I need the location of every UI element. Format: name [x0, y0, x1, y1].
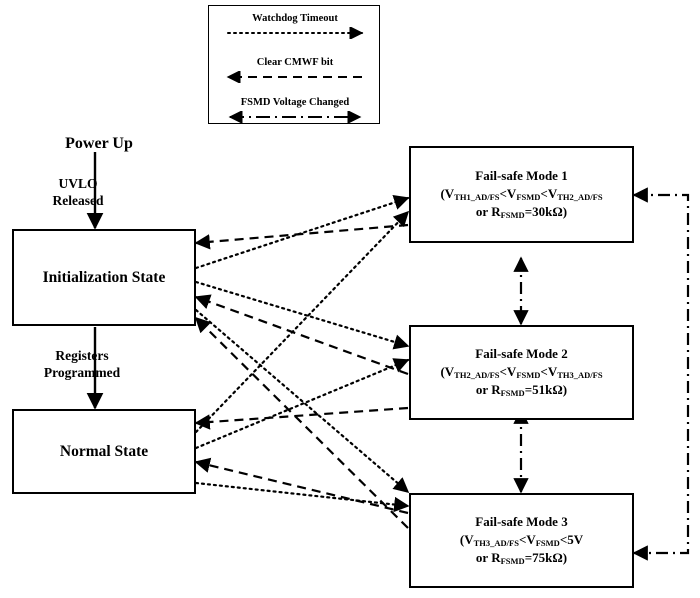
registers-programmed-line2: Programmed	[43, 364, 121, 380]
fs1-c3: FSMD	[516, 191, 541, 202]
arrows-watchdog-timeout	[196, 198, 408, 506]
fs2-r1: FSMD	[500, 388, 525, 399]
fail-safe-mode-3-box[interactable]	[409, 493, 634, 588]
fs1-condition-line	[440, 185, 602, 204]
fs1-r1: FSMD	[500, 210, 525, 221]
fs3-r2: =75kΩ)	[524, 550, 568, 566]
registers-programmed-label	[30, 348, 134, 382]
fail-safe-mode-2-box[interactable]	[409, 325, 634, 420]
fs2-c5: TH3_AD/FS	[557, 369, 603, 380]
fs1-resistor-line	[476, 203, 567, 222]
fs3-resistor-line	[476, 549, 567, 568]
fs2-c4: <V	[540, 363, 558, 379]
power-up-label: Power Up	[65, 135, 133, 152]
uvlo-released-line1: UVLO	[58, 176, 98, 191]
fail-safe-mode-1-box[interactable]	[409, 146, 634, 243]
fs3-c4: <5V	[559, 531, 584, 547]
fs2-title: Fail-safe Mode 2	[475, 346, 568, 362]
fs2-condition-line	[440, 363, 602, 382]
fs3-r0: or R	[475, 550, 501, 566]
initialization-state-box[interactable]	[12, 229, 196, 326]
fs1-c0: (V	[440, 185, 455, 201]
legend-line-dotted	[220, 27, 370, 39]
registers-programmed-line1: Registers	[55, 348, 109, 363]
fs3-c2: <V	[518, 531, 536, 547]
arrows-clear-cmwf	[196, 225, 408, 528]
initialization-state-label: Initialization State	[42, 268, 166, 286]
legend-line-dashed	[220, 71, 370, 83]
fs3-c3: FSMD	[535, 537, 560, 548]
fs2-c3: FSMD	[516, 369, 541, 380]
fs2-c1: TH2_AD/FS	[454, 369, 500, 380]
legend-line-dashdot	[220, 111, 370, 123]
uvlo-released-line2: Released	[52, 192, 104, 208]
fs1-r0: or R	[475, 204, 501, 220]
fs2-c0: (V	[440, 363, 455, 379]
fs2-resistor-line	[476, 381, 567, 400]
fs3-r1: FSMD	[500, 556, 525, 567]
fs1-c1: TH1_AD/FS	[454, 191, 500, 202]
fs1-c2: <V	[499, 185, 517, 201]
fs2-r0: or R	[475, 382, 501, 398]
legend-item-fsmd-voltage	[209, 98, 381, 123]
fs1-c5: TH2_AD/FS	[557, 191, 603, 202]
fs1-r2: =30kΩ)	[524, 204, 568, 220]
legend-item-clear-cmwf	[209, 58, 381, 83]
normal-state-label: Normal State	[59, 442, 149, 460]
fs2-r2: =51kΩ)	[524, 382, 568, 398]
legend-box	[208, 5, 380, 124]
legend-label-fsmd-voltage: FSMD Voltage Changed	[240, 97, 350, 108]
fs2-c2: <V	[499, 363, 517, 379]
fs3-condition-line	[460, 531, 583, 550]
fs3-title: Fail-safe Mode 3	[475, 514, 568, 530]
fs1-title: Fail-safe Mode 1	[475, 168, 568, 184]
legend-label-clear-cmwf: Clear CMWF bit	[256, 57, 334, 68]
fs1-c4: <V	[540, 185, 558, 201]
fs3-c0: (V	[459, 531, 474, 547]
legend-item-watchdog	[209, 14, 381, 39]
normal-state-box[interactable]	[12, 409, 196, 494]
legend-label-watchdog: Watchdog Timeout	[252, 13, 338, 24]
fs3-c1: TH3_AD/FS	[473, 537, 519, 548]
uvlo-released-label	[36, 176, 120, 210]
